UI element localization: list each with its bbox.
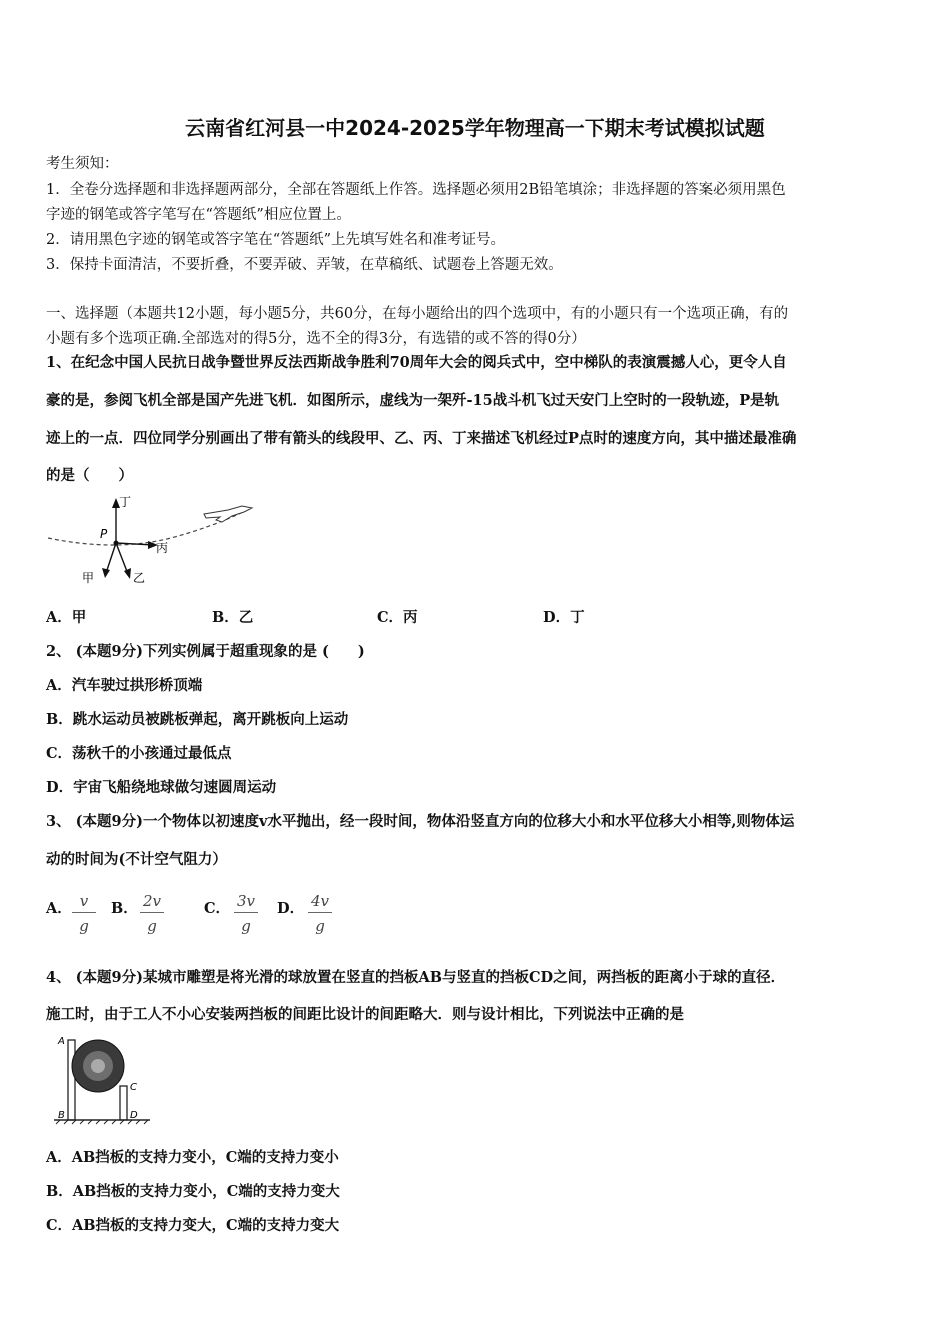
q1-stem-line: 豪的是，参阅飞机全部是国产先进飞机．如图所示，虚线为一架歼-15战斗机飞过天安门上空时的一段轨迹，P是轨 — [46, 392, 780, 409]
q4-stem-line: 施工时，由于工人不小心安装两挡板的间距比设计的间距略大．则与设计相比，下列说法中正确的是 — [46, 1006, 684, 1023]
label-ding: 丁 — [119, 495, 132, 509]
label-c: C — [130, 1082, 137, 1093]
label-a: A — [58, 1036, 65, 1047]
section-heading-line: 小题有多个选项正确.全部选对的得5分，选不全的得3分，有选错的或不答的得0分） — [46, 331, 586, 347]
q2-option-a[interactable]: A．汽车驶过拱形桥顶端 — [46, 677, 203, 694]
q4-stem-line: 4、 (本题9分)某城市雕塑是将光滑的球放置在竖直的挡板AB与竖直的挡板CD之间，两挡板的距离小于球的直径． — [46, 969, 786, 986]
label-bing: 丙 — [156, 541, 169, 555]
notice-item: 1．全卷分选择题和非选择题两部分，全部在答题纸上作答。选择题必须用2B铅笔填涂；非选择题的答案必须用黑色 — [46, 182, 786, 198]
label-d: D — [130, 1110, 138, 1121]
q1-stem-line: 的是（ ） — [46, 467, 133, 484]
q1-option-a[interactable]: A．甲 — [46, 609, 87, 626]
q4-option-a[interactable]: A．AB挡板的支持力变小，C端的支持力变小 — [46, 1149, 339, 1166]
q2-stem: 2、 (本题9分)下列实例属于超重现象的是 ( ) — [46, 643, 365, 660]
notice-item: 字迹的钢笔或答字笔写在“答题纸”相应位置上。 — [46, 207, 351, 223]
q1-option-c[interactable]: C．丙 — [377, 609, 418, 626]
q3-stem-line: 3、 (本题9分)一个物体以初速度v水平抛出，经一段时间，物体沿竖直方向的位移大小和水平位移大小相等,则物体运 — [46, 813, 795, 830]
q3-option-d-fraction: $\frac{4v}{g}$ — [308, 892, 332, 935]
label-yi: 乙 — [133, 571, 146, 585]
plate-cd — [120, 1086, 127, 1120]
plate-ab — [68, 1040, 75, 1120]
q3-option-c-label[interactable]: C． — [204, 900, 231, 917]
q2-option-c[interactable]: C．荡秋千的小孩通过最低点 — [46, 745, 232, 762]
q4-ball-figure — [52, 1032, 152, 1128]
q1-stem-line: 迹上的一点．四位同学分别画出了带有箭头的线段甲、乙、丙、丁来描述飞机经过P点时的速度方向，其中描述最准确 — [46, 430, 797, 447]
q3-option-a-fraction: $\frac{v}{g}$ — [72, 892, 96, 935]
label-b: B — [58, 1110, 65, 1121]
arrow-jia — [106, 543, 116, 573]
label-jia: 甲 — [82, 571, 95, 585]
q3-option-c-fraction: $\frac{3v}{g}$ — [234, 892, 258, 935]
q1-trajectory-figure — [46, 490, 261, 590]
q4-option-c[interactable]: C．AB挡板的支持力变大，C端的支持力变大 — [46, 1217, 340, 1234]
q3-option-d-label[interactable]: D． — [277, 900, 305, 917]
notice-item: 2．请用黑色字迹的钢笔或答字笔在“答题纸”上先填写姓名和准考证号。 — [46, 232, 506, 248]
q1-option-b[interactable]: B．乙 — [212, 609, 254, 626]
q1-stem-line: 1、在纪念中国人民抗日战争暨世界反法西斯战争胜利70周年大会的阅兵式中，空中梯队的表演震撼人心，更令人自 — [46, 354, 787, 371]
arrow-yi — [116, 543, 128, 574]
q3-option-a-label[interactable]: A． — [46, 900, 72, 917]
notice-heading: 考生须知： — [46, 156, 119, 172]
jet-plane-icon — [204, 506, 252, 522]
q2-option-d[interactable]: D．宇宙飞船绕地球做匀速圆周运动 — [46, 779, 277, 796]
q2-option-b[interactable]: B．跳水运动员被跳板弹起，离开跳板向上运动 — [46, 711, 349, 728]
q1-option-d[interactable]: D．丁 — [543, 609, 585, 626]
q3-stem-line: 动的时间为(不计空气阻力） — [46, 851, 227, 868]
q3-option-b-fraction: $\frac{2v}{g}$ — [140, 892, 164, 935]
label-p: P — [100, 527, 108, 541]
q3-option-b-label[interactable]: B． — [111, 900, 138, 917]
q4-option-b[interactable]: B．AB挡板的支持力变小，C端的支持力变大 — [46, 1183, 340, 1200]
notice-item: 3．保持卡面清洁，不要折叠，不要弄破、弄皱，在草稿纸、试题卷上答题无效。 — [46, 257, 563, 273]
section-heading-line: 一、选择题（本题共12小题，每小题5分，共60分，在每小题给出的四个选项中，有的小题只有一个选项正确，有的 — [46, 306, 789, 322]
page-title: 云南省红河县一中2024-2025学年物理高一下期末考试模拟试题 — [185, 116, 765, 140]
